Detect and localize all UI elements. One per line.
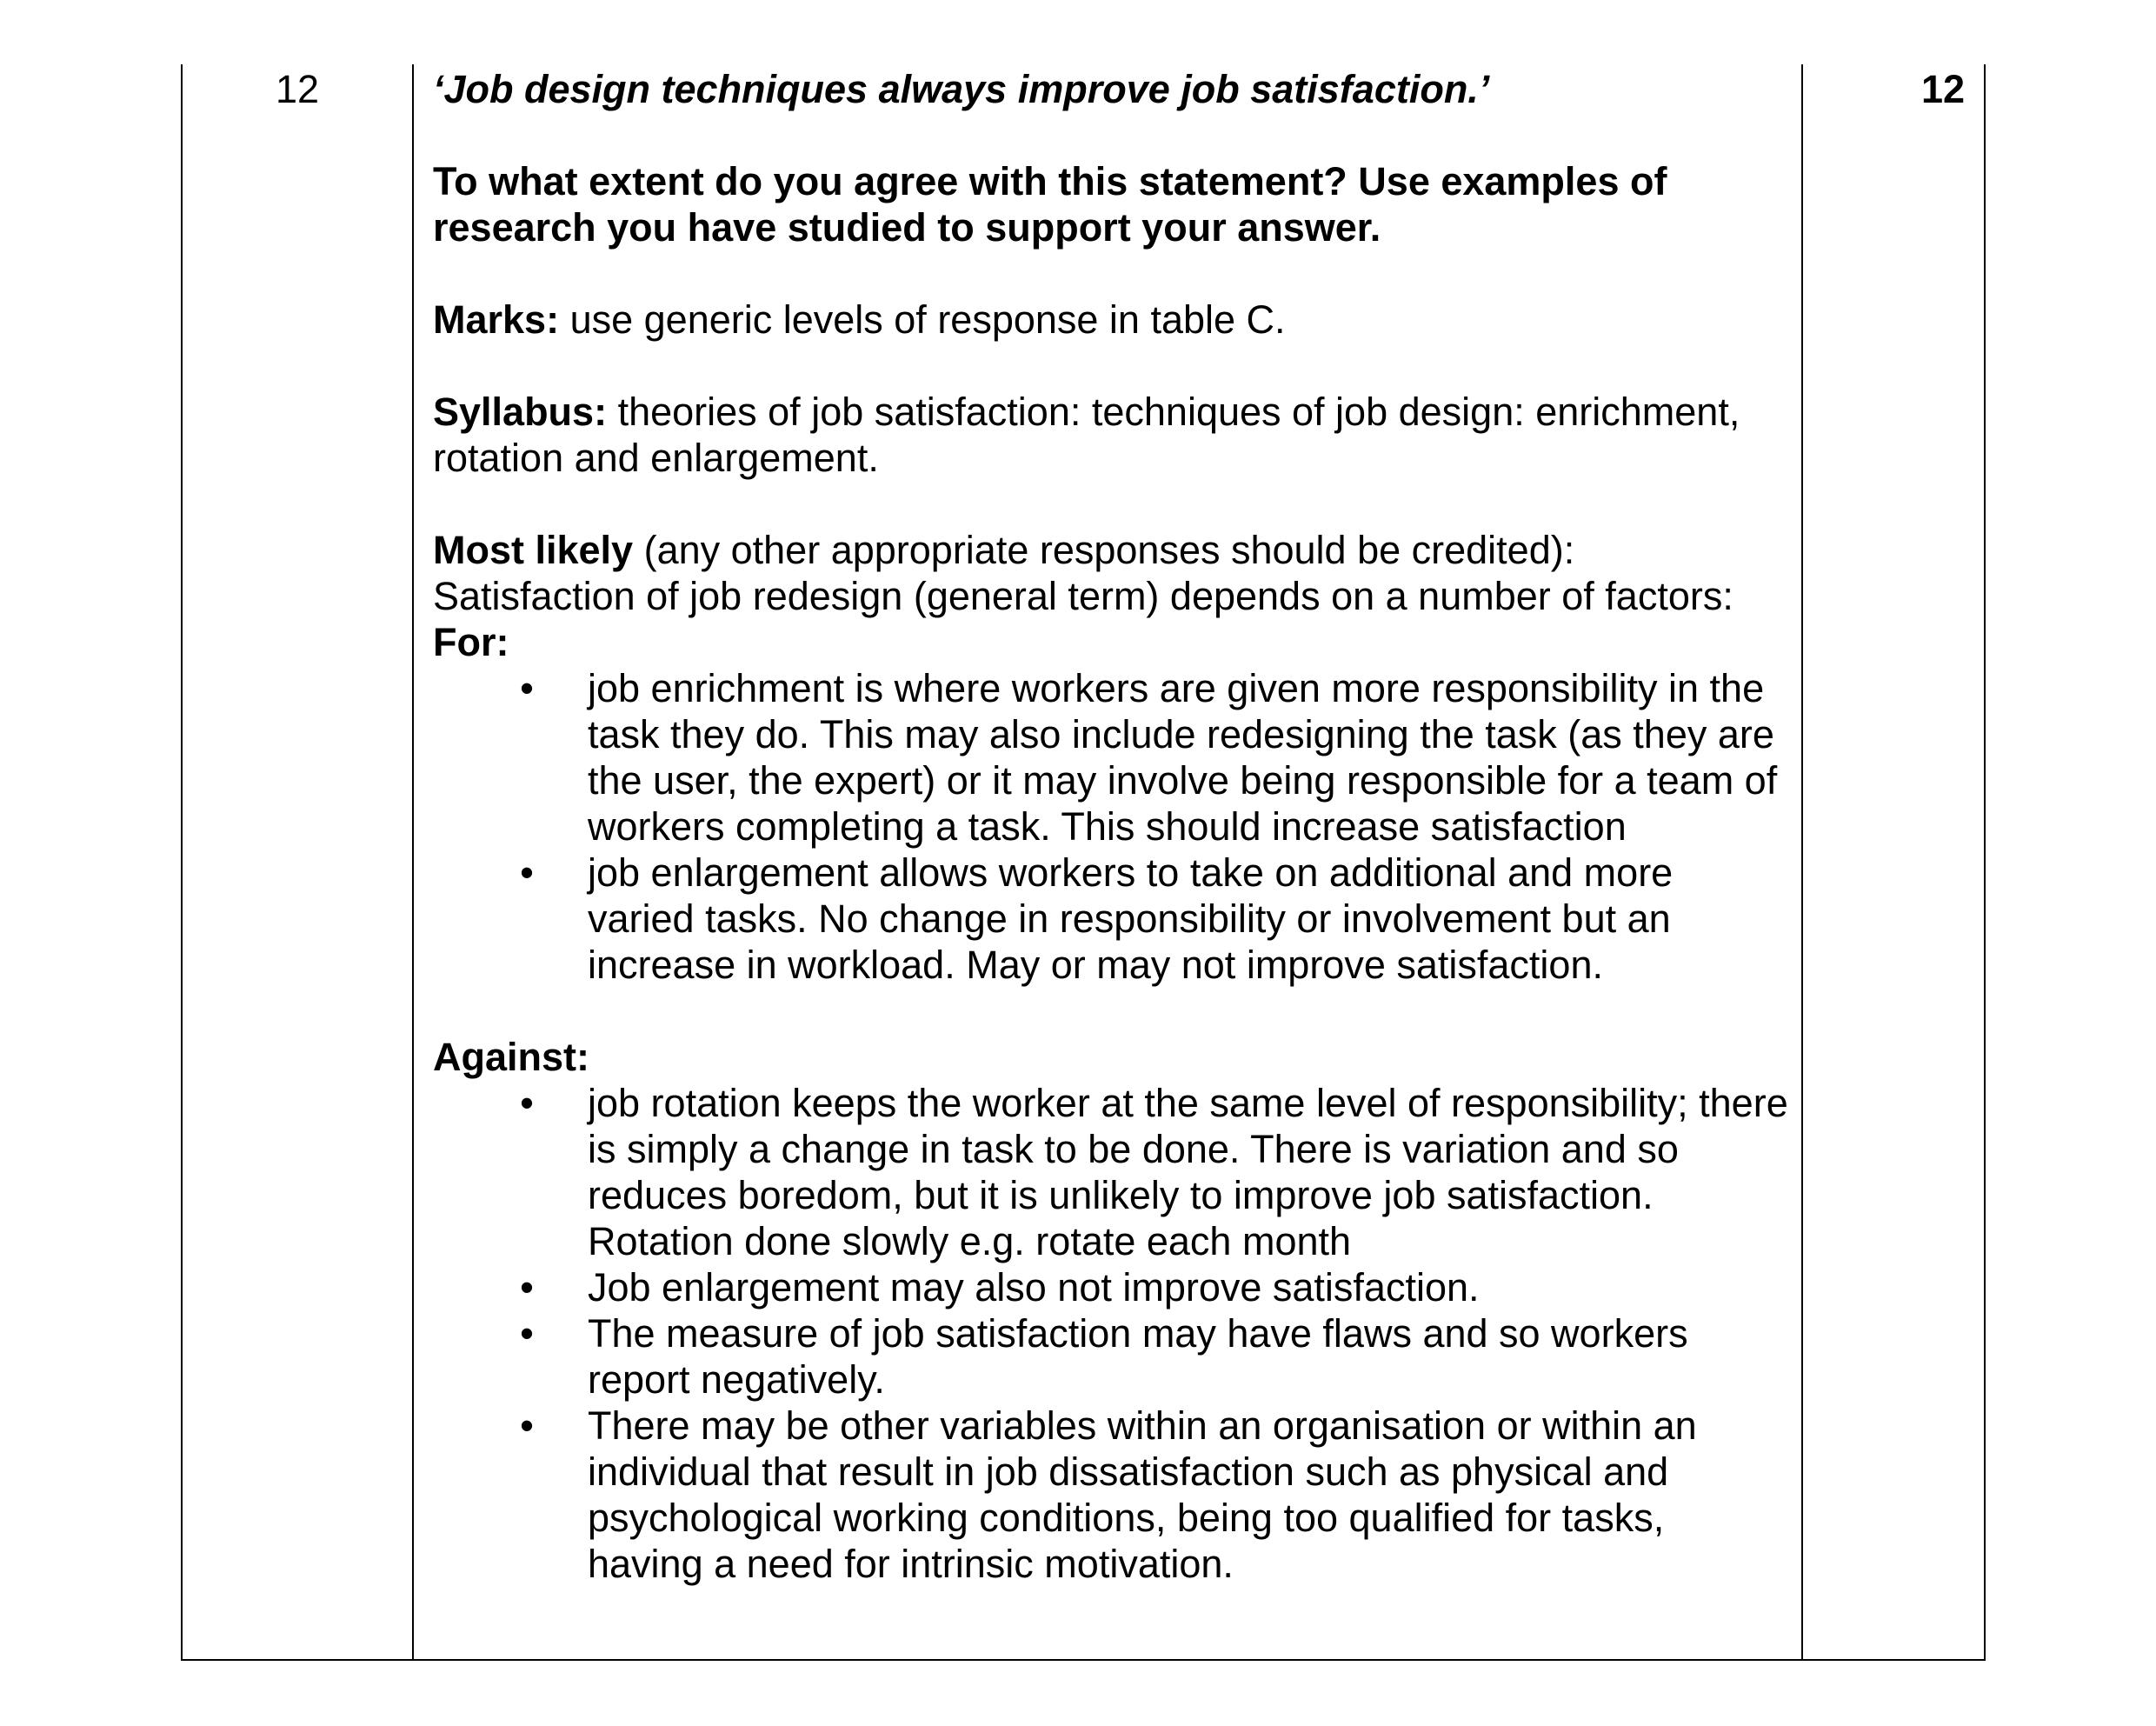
marks-note: [433, 297, 1789, 343]
bullet-icon: •: [520, 850, 534, 895]
mark-scheme-table: [181, 64, 1986, 1661]
table-border-right: [1984, 64, 1986, 1661]
syllabus-note: [433, 389, 1789, 481]
most-likely-note: [433, 527, 1789, 573]
marks-total: 12: [1920, 67, 1965, 111]
bullet-icon: •: [520, 1081, 534, 1125]
question-statement: ‘Job design techniques always improve job satisfaction.’: [433, 67, 1490, 111]
question-prompt: To what extent do you agree with this statement? Use examples of research you have studied to support your answer.: [433, 159, 1667, 250]
syllabus-text: theories of job satisfaction: techniques of job design: enrichment, rotation and enlargement.: [433, 390, 1740, 480]
list-item: • job rotation keeps the worker at the same level of responsibility; there is simply a change in task to be done. There is variation and so reduces boredom, but it is unlikely to improve job satisfaction. Rotation done slowly e.g. rotate each month: [433, 1080, 1789, 1264]
intro-line: Satisfaction of job redesign (general term) depends on a number of factors:: [433, 574, 1733, 618]
for-heading: For:: [433, 620, 509, 664]
table-border-bottom: [181, 1659, 1986, 1661]
bullet-icon: •: [520, 666, 534, 710]
table-divider-2: [1801, 64, 1803, 1661]
table-border-left: [181, 64, 183, 1661]
marks-text: use generic levels of response in table C.: [559, 297, 1286, 342]
against-heading: Against:: [433, 1035, 589, 1079]
bullet-icon: •: [520, 1265, 534, 1309]
bullet-icon: •: [520, 1403, 534, 1448]
answer-guidance: [433, 66, 1789, 1587]
table-divider-1: [412, 64, 414, 1661]
list-item: • job enrichment is where workers are given more responsibility in the task they do. This may also include redesigning the task (as they are the user, the expert) or it may involve being responsible for a team of workers completing a task. This should increase satisfaction: [433, 665, 1789, 850]
most-likely-label: Most likely: [433, 528, 634, 572]
question-number: 12: [275, 67, 320, 111]
for-list: [433, 665, 1789, 988]
list-item: • Job enlargement may also not improve satisfaction.: [433, 1264, 1789, 1310]
list-item: • There may be other variables within an organisation or within an individual that result in job dissatisfaction such as physical and psychological working conditions, being too qualified for tasks, having a need for intrinsic motivation.: [433, 1403, 1789, 1587]
syllabus-label: Syllabus:: [433, 390, 608, 434]
list-item: • job enlargement allows workers to take on additional and more varied tasks. No change in responsibility or involvement but an increase in workload. May or may not improve satisfaction.: [433, 850, 1789, 988]
most-likely-text: (any other appropriate responses should be credited):: [633, 528, 1575, 572]
against-list: [433, 1080, 1789, 1587]
list-item: • The measure of job satisfaction may have flaws and so workers report negatively.: [433, 1310, 1789, 1403]
bullet-icon: •: [520, 1311, 534, 1356]
marks-label: Marks:: [433, 297, 560, 342]
